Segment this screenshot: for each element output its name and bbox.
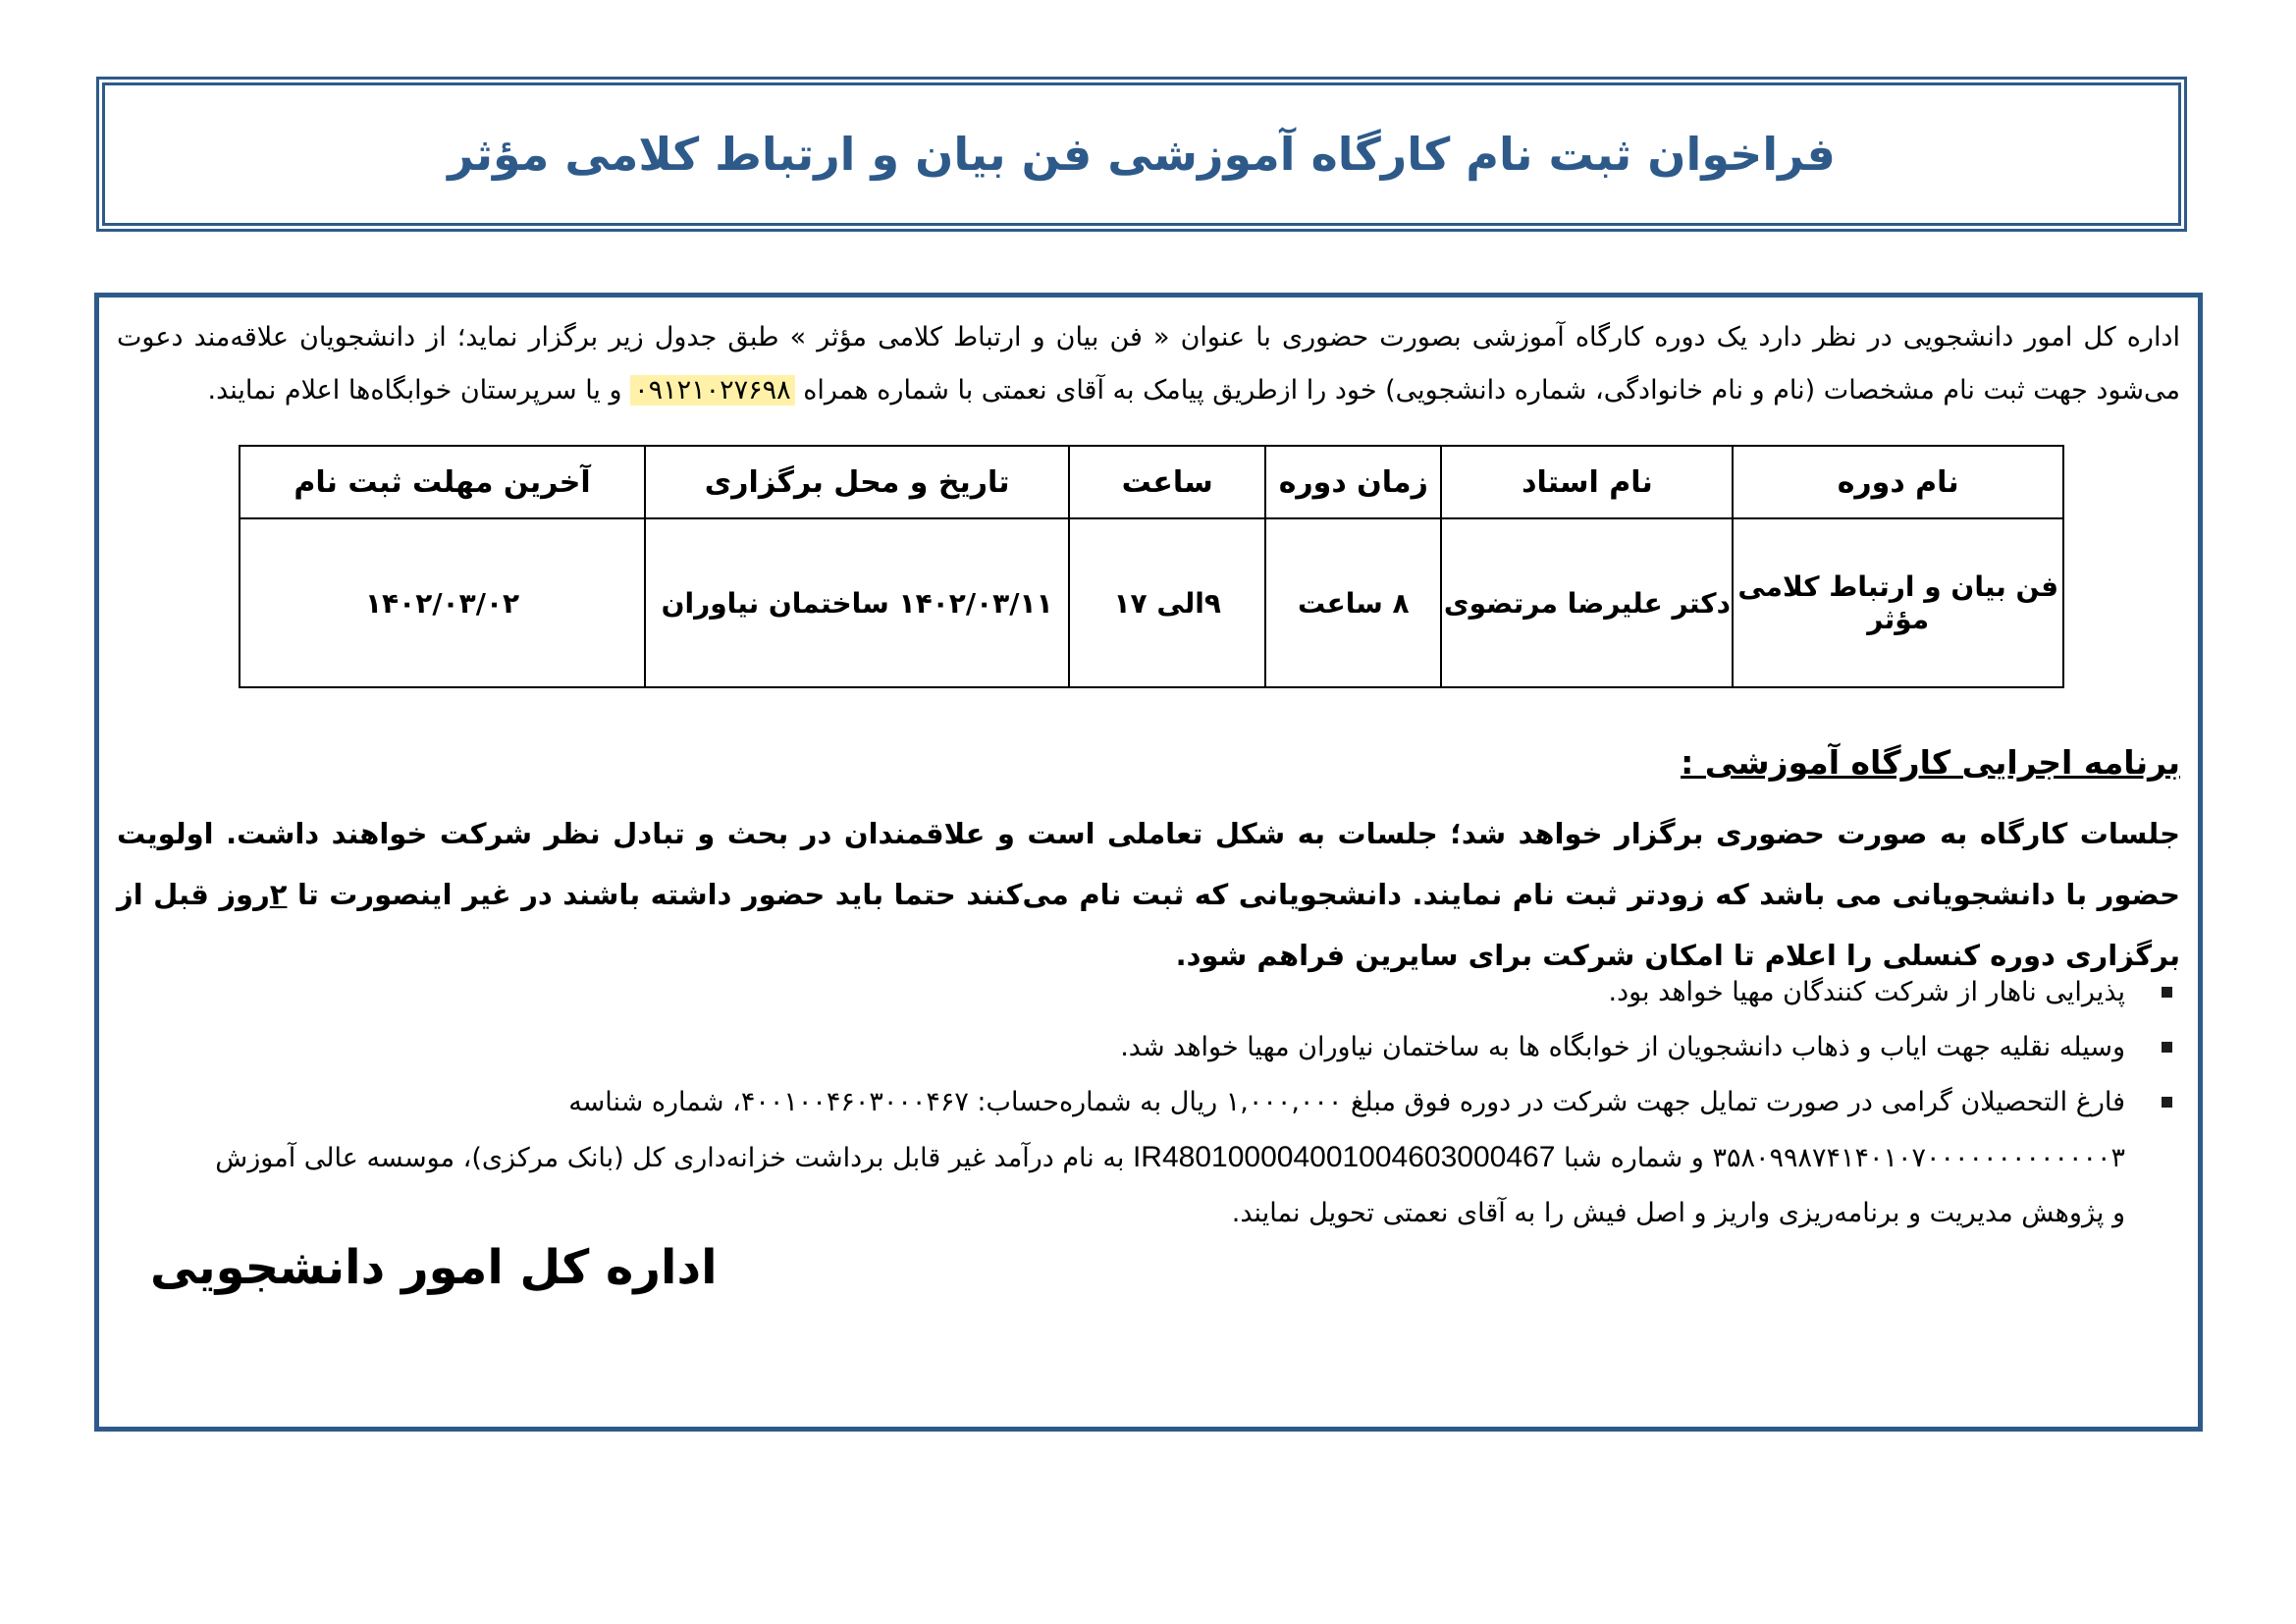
course-table: [239, 445, 2064, 688]
note-transport: وسیله نقلیه جهت ایاب و ذهاب دانشجویان از خوابگاه ها به ساختمان نیاوران مهیا خواهد شد.: [1120, 1032, 2125, 1062]
header-deadline: آخرین مهلت ثبت نام: [240, 446, 645, 518]
square-bullet-icon: [2162, 987, 2172, 998]
cell-date-place: ۱۴۰۲/۰۳/۱۱ ساختمان نیاوران: [645, 518, 1069, 687]
table-row: [240, 518, 2063, 687]
notes-list: [197, 965, 2180, 1241]
cell-instructor: دکتر علیرضا مرتضوی: [1441, 518, 1733, 687]
phone-number: ۰۹۱۲۱۰۲۷۶۹۸: [630, 375, 795, 406]
list-item: [197, 1020, 2180, 1075]
main-frame: [94, 293, 2203, 1432]
page-title: فراخوان ثبت نام کارگاه آموزشی فن بیان و ارتباط کلامی مؤثر: [448, 128, 1836, 181]
note-lunch: پذیرایی ناهار از شرکت کنندگان مهیا خواهد بود.: [1608, 977, 2125, 1007]
cell-duration: ۸ ساعت: [1265, 518, 1441, 687]
header-hour: ساعت: [1069, 446, 1265, 518]
cell-deadline: ۱۴۰۲/۰۳/۰۲: [240, 518, 645, 687]
table-header-row: [240, 446, 2063, 518]
cell-course-name: فن بیان و ارتباط کلامی مؤثر: [1733, 518, 2063, 687]
header-course-name: نام دوره: [1733, 446, 2063, 518]
program-paragraph: [117, 803, 2180, 986]
square-bullet-icon: [2162, 1097, 2172, 1108]
header-date-place: تاریخ و محل برگزاری: [645, 446, 1069, 518]
square-bullet-icon: [2162, 1042, 2172, 1053]
program-text: جلسات کارگاه به صورت حضوری برگزار خواهد شد؛ جلسات به شکل تعاملی است و علاقمندان در بحث و تبادل نظر شرکت خواهند داشت. اولویت حضور با دانشجویانی می باشد که زودتر ثبت نام نمایند. دانشجویانی که ثبت نام می‌کنند حتما باید حضور داشته باشند در غیر اینصورت تا: [117, 817, 2180, 911]
list-item: [197, 1075, 2180, 1241]
program-heading: برنامه اجرایی کارگاه آموزشی :: [1681, 743, 2180, 782]
intro-text-end: و یا سرپرستان خوابگاه‌ها اعلام نمایند.: [207, 375, 622, 406]
iban-number: IR480100004001004603000467: [1132, 1141, 1556, 1173]
header-instructor: نام استاد: [1441, 446, 1733, 518]
note-payment-end: به نام درآمد غیر قابل برداشت خزانه‌داری کل (بانک مرکزی)، موسسه عالی آموزش و پژوهش مدیریت و برنامه‌ریزی واریز و اصل فیش را به آقای نعمتی تحویل نمایند.: [215, 1143, 2125, 1228]
header-duration: زمان دوره: [1265, 446, 1441, 518]
list-item: [197, 965, 2180, 1020]
cell-hour: ۹الی ۱۷: [1069, 518, 1265, 687]
program-days-count: ۲: [269, 878, 288, 911]
intro-paragraph: [117, 311, 2180, 417]
signature: اداره کل امور دانشجویی: [150, 1240, 718, 1295]
note-payment: فارغ التحصیلان گرامی در صورت تمایل جهت شرکت در دوره فوق مبلغ ۱,۰۰۰,۰۰۰ ریال به شماره‌حساب: ۴۰۰۱۰۰۴۶۰۳۰۰۰۴۶۷، شماره شناسه ۳۵۸۰۹۹۸۷۴۱۴۰۱۰۷۰۰۰۰۰۰۰۰۰۰۰۰۰۳ و شماره شبا: [568, 1087, 2125, 1173]
intro-text: اداره کل امور دانشجویی در نظر دارد یک دوره کارگاه آموزشی بصورت حضوری با عنوان « فن بیان و ارتباط کلامی مؤثر » طبق جدول زیر برگزار نماید؛ از دانشجویان علاقه‌مند دعوت می‌شود جهت ثبت نام مشخصات (نام و نام خانوادگی، شماره دانشجویی) خود را ازطریق پیامک به آقای نعمتی با شماره همراه: [117, 322, 2180, 406]
title-frame: [96, 77, 2187, 232]
program-text-end: روز قبل از برگزاری دوره کنسلی را اعلام تا امکان شرکت برای سایرین فراهم شود.: [117, 878, 2180, 972]
